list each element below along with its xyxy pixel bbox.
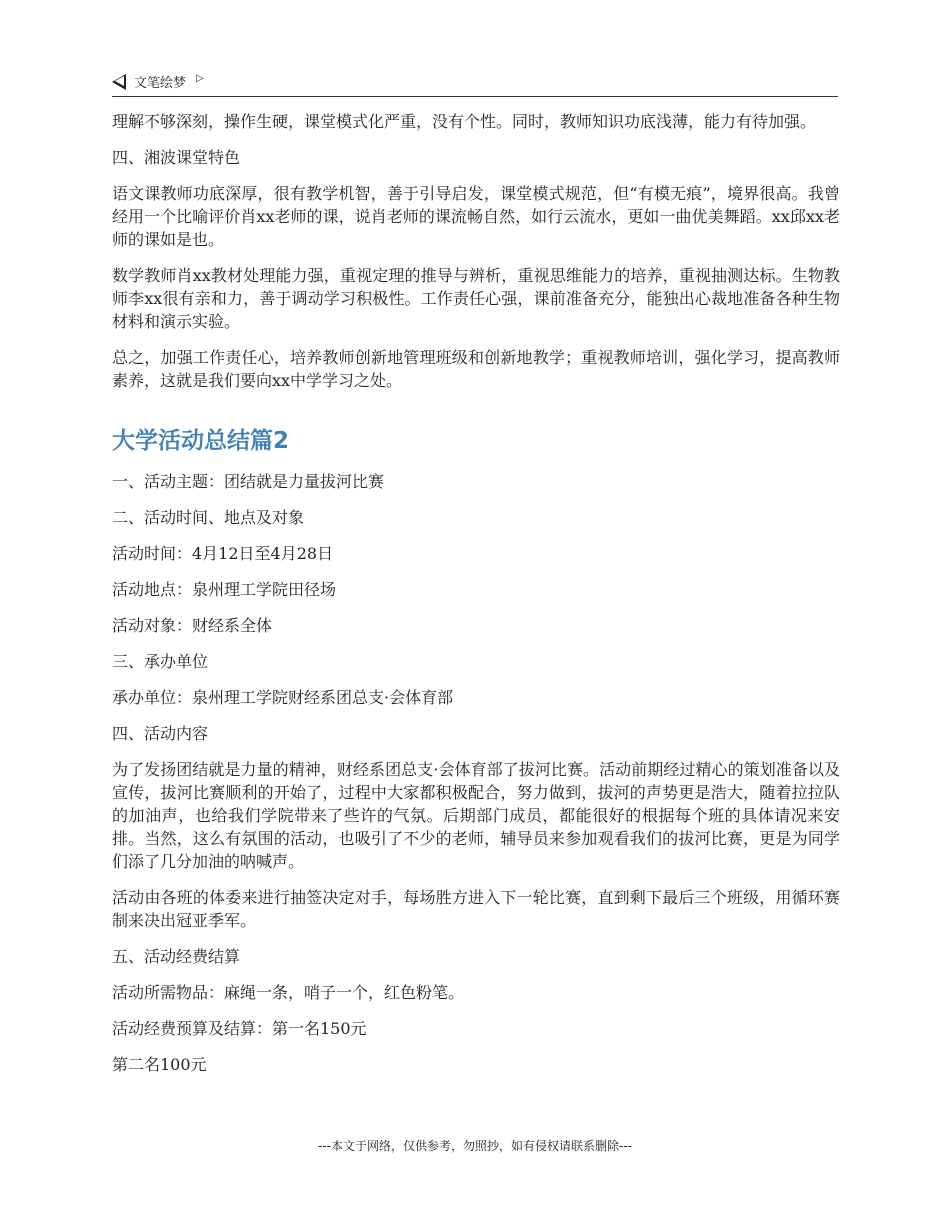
paragraph: 活动对象：财经系全体 xyxy=(112,616,273,635)
page-footer: ---本文于网络，仅供参考，勿照抄，如有侵权请联系删除--- xyxy=(318,1139,632,1153)
paragraph: 数学教师肖xx教材处理能力强，重视定理的推导与辨析，重视思维能力的培养，重视抽测达标。生物教师李xx很有亲和力，善于调动学习积极性。工作责任心强，课前准备充分，能独出心裁地准备各种生物材料和演示实验。 xyxy=(112,266,840,331)
document-body xyxy=(112,110,840,1089)
triangle-left-icon xyxy=(112,74,126,90)
paragraph: 二、活动时间、地点及对象 xyxy=(112,508,305,527)
paragraph: 语文课教师功底深厚，很有教学机智，善于引导启发，课堂模式规范，但“有模无痕”，境界很高。我曾经用一个比喻评价肖xx老师的课，说肖老师的课流畅自然，如行云流水，更如一曲优美舞蹈。xx邱xx老师的课如是也。 xyxy=(112,184,840,249)
paragraph: 五、活动经费结算 xyxy=(112,947,241,966)
section-title: 大学活动总结篇2 xyxy=(112,428,290,454)
paragraph: 活动所需物品：麻绳一条，哨子一个，红色粉笔。 xyxy=(112,983,465,1002)
paragraph: 承办单位：泉州理工学院财经系团总支·会体育部 xyxy=(112,688,454,707)
paragraph: 三、承办单位 xyxy=(112,652,209,671)
brand-logo xyxy=(112,72,204,91)
paragraph: 第二名100元 xyxy=(112,1055,207,1074)
paragraph: 一、活动主题：团结就是力量拔河比赛 xyxy=(112,472,385,491)
triangle-right-icon: ▷ xyxy=(196,73,204,84)
brand-name: 文笔绘梦 xyxy=(134,76,187,91)
paragraph: 总之，加强工作责任心，培养教师创新地管理班级和创新地教学；重视教师培训，强化学习，提高教师素养，这就是我们要向xx中学学习之处。 xyxy=(112,348,840,390)
paragraph: 四、活动内容 xyxy=(112,724,209,743)
paragraph: 理解不够深刻，操作生硬，课堂模式化严重，没有个性。同时，教师知识功底浅薄，能力有待加强。 xyxy=(112,112,817,131)
paragraph: 活动由各班的体委来进行抽签决定对手，每场胜方进入下一轮比赛，直到剩下最后三个班级，用循环赛制来决出冠亚季军。 xyxy=(112,888,840,930)
paragraph: 活动时间：4月12日至4月28日 xyxy=(112,544,334,563)
paragraph: 四、湘波课堂特色 xyxy=(112,148,241,167)
paragraph: 为了发扬团结就是力量的精神，财经系团总支·会体育部了拔河比赛。活动前期经过精心的策划准备以及宣传，拔河比赛顺利的开始了，过程中大家都积极配合，努力做到，拔河的声势更是浩大，随着拉拉队的加油声，也给我们学院带来了些许的气氛。后期部门成员，都能很好的根据每个班的具体请况来安排。当然，这么有氛围的活动，也吸引了不少的老师，辅导员来参加观看我们的拔河比赛，更是为同学们添了几分加油的呐喊声。 xyxy=(112,760,840,871)
paragraph: 活动地点：泉州理工学院田径场 xyxy=(112,580,337,599)
paragraph: 活动经费预算及结算：第一名150元 xyxy=(112,1019,367,1038)
page-header xyxy=(112,70,838,97)
